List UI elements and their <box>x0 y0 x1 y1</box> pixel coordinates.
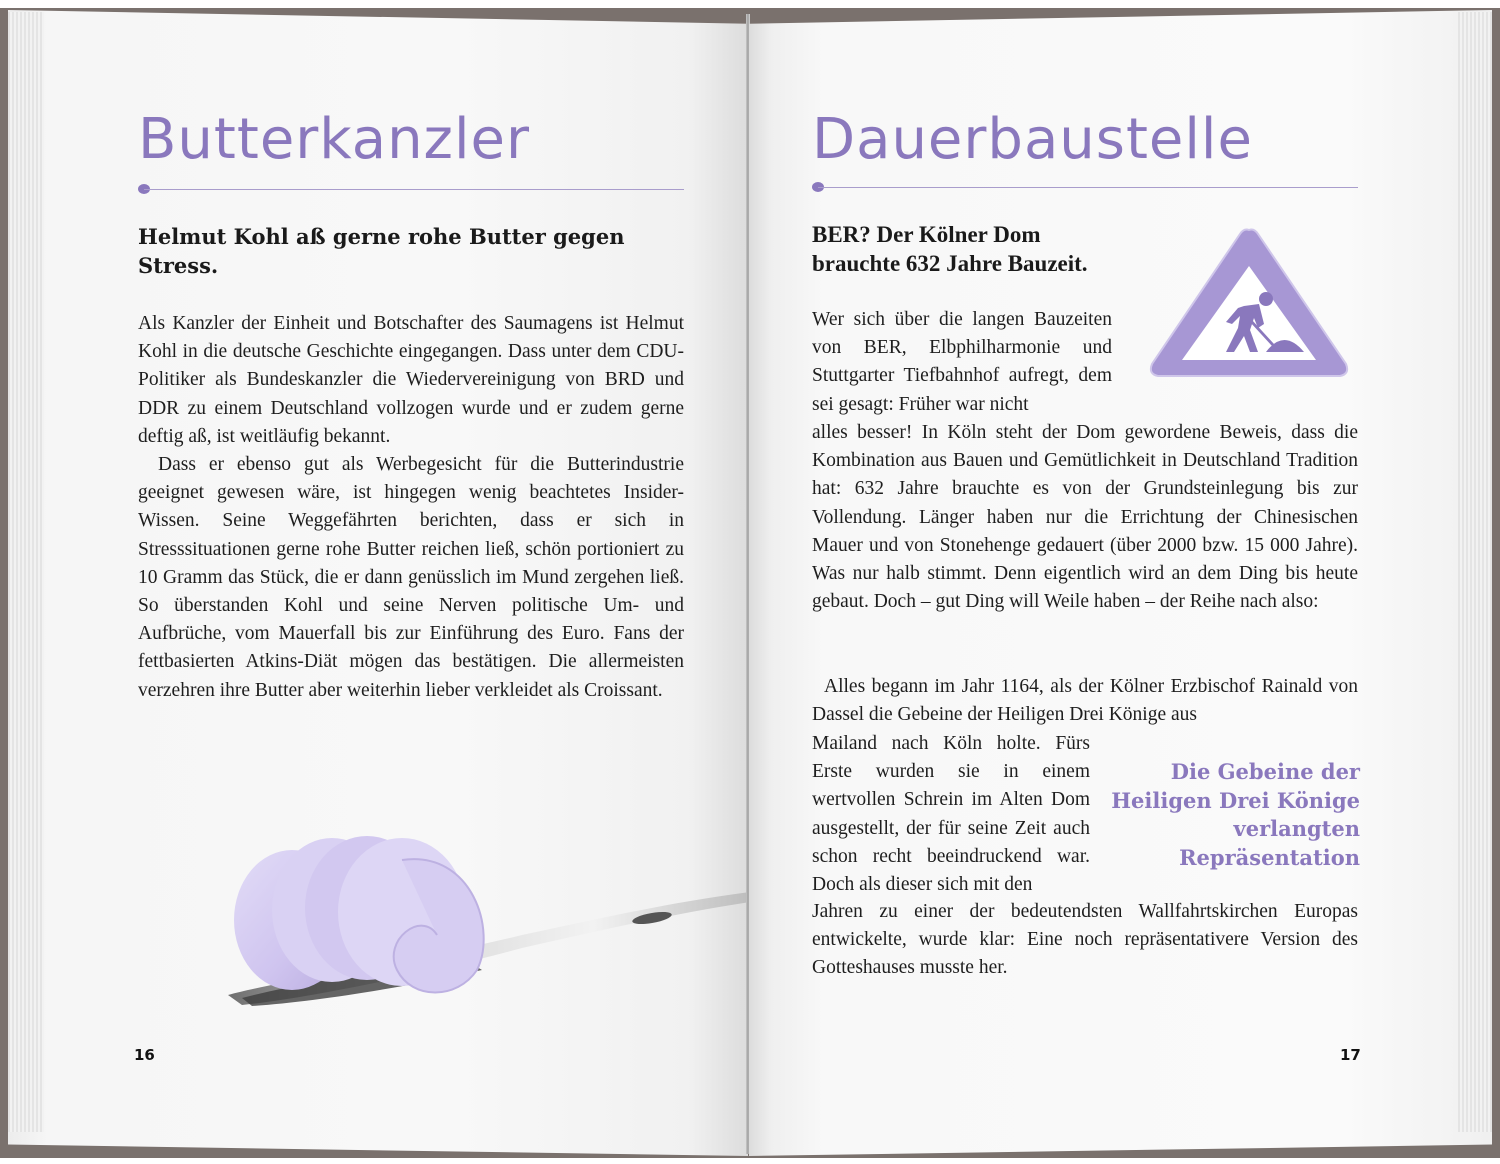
butter-curl <box>234 836 484 993</box>
left-page-title: Butterkanzler <box>138 107 530 172</box>
right-paragraph-2-narrow: Mailand nach Köln holte. Fürs Erste wurden sie in einem wertvollen Schrein im Alten Dom ausgestellt, der für seine Zeit auch schon recht beeindruckend war. Doch als dieser sich mit den <box>812 733 1090 896</box>
page-number-right: 17 <box>1340 1046 1361 1064</box>
title-rule <box>818 187 1358 188</box>
construction-warning-sign-icon <box>1146 224 1352 380</box>
left-lead: Helmut Kohl aß gerne rohe Butter gegen Stress. <box>138 224 625 278</box>
page-edges-right <box>1456 12 1492 1132</box>
left-paragraph-1: Als Kanzler der Einheit und Botschafter des Saumagens ist Helmut Kohl in die deutsche Geschichte eingegangen. Dass unter dem CDU-Politiker als Bundeskanzler die Wiedervereinigung von BRD und DDR zu einem Deutschland vollzogen wurde und er zudem gerne deftig aß, ist weitläufig bekannt. <box>138 313 684 447</box>
page-edges-left <box>8 12 44 1132</box>
right-lead-line-2: brauchte 632 Jahre Bauzeit. <box>812 251 1088 276</box>
right-paragraph-2-wide: Alles begann im Jahr 1164, als der Kölner Erzbischof Rainald von Dassel die Gebeine der Heiligen Drei Könige aus <box>812 676 1358 726</box>
right-lead-line-1: BER? Der Kölner Dom <box>812 222 1041 247</box>
butter-curl-on-knife-illustration <box>222 830 752 1020</box>
left-paragraph-2: Dass er ebenso gut als Werbegesicht für die Butterindustrie geeignet gewesen wäre, ist hingegen wenig beachtetes Insider-Wissen. Seine Weggefährten berichten, dass er sich in Stresssituationen gerne rohe Butter reichen ließ, schön portioniert zu 10 Gramm das Stück, die er dann genüsslich im Mund zergehen ließ. So überstanden Kohl und seine Nerven politische Um- und Aufbrüche, vom Mauerfall bis zur Einführung des Euro. Fans der fettbasierten Atkins-Diät mögen das bestätigen. Die allermeisten verzehren ihre Butter aber weiterhin lieber verkleidet als Croissant. <box>138 454 684 701</box>
right-page-title: Dauerbaustelle <box>812 107 1253 172</box>
background <box>0 0 1500 8</box>
right-lead <box>812 220 1132 278</box>
title-rule <box>144 189 684 190</box>
left-body <box>138 310 684 705</box>
pullquote: Die Gebeine der Heiligen Drei Könige verlangten Repräsentation <box>1111 759 1360 870</box>
right-intro-narrow: Wer sich über die langen Bauzeiten von BER, Elbphilharmonie und Stuttgarter Tiefbahnhof aufregt, dem sei gesagt: Früher war nicht <box>812 309 1112 415</box>
right-intro-wide: alles besser! In Köln steht der Dom gewordene Beweis, dass die Kombination aus Bauen und Gemütlichkeit in Deutschland Tradition hat: 632 Jahre brauchte es von der Grundsteinlegung bis zur Vollendung. Länger haben nur die Errichtung der Chinesischen Mauer und von Stonehenge gedauert (über 2000 bzw. 15 000 Jahre). Was nur halb stimmt. Denn eigentlich wird an dem Ding bis heute gebaut. Doch – gut Ding will Weile haben – der Reihe nach also: <box>812 422 1358 613</box>
right-paragraph-2-end: Jahren zu einer der bedeutendsten Wallfahrtskirchen Europas entwickelte, wurde klar: Eine noch repräsentativere Version des Gotteshauses musste her. <box>812 901 1358 979</box>
page-number-left: 16 <box>134 1046 155 1064</box>
